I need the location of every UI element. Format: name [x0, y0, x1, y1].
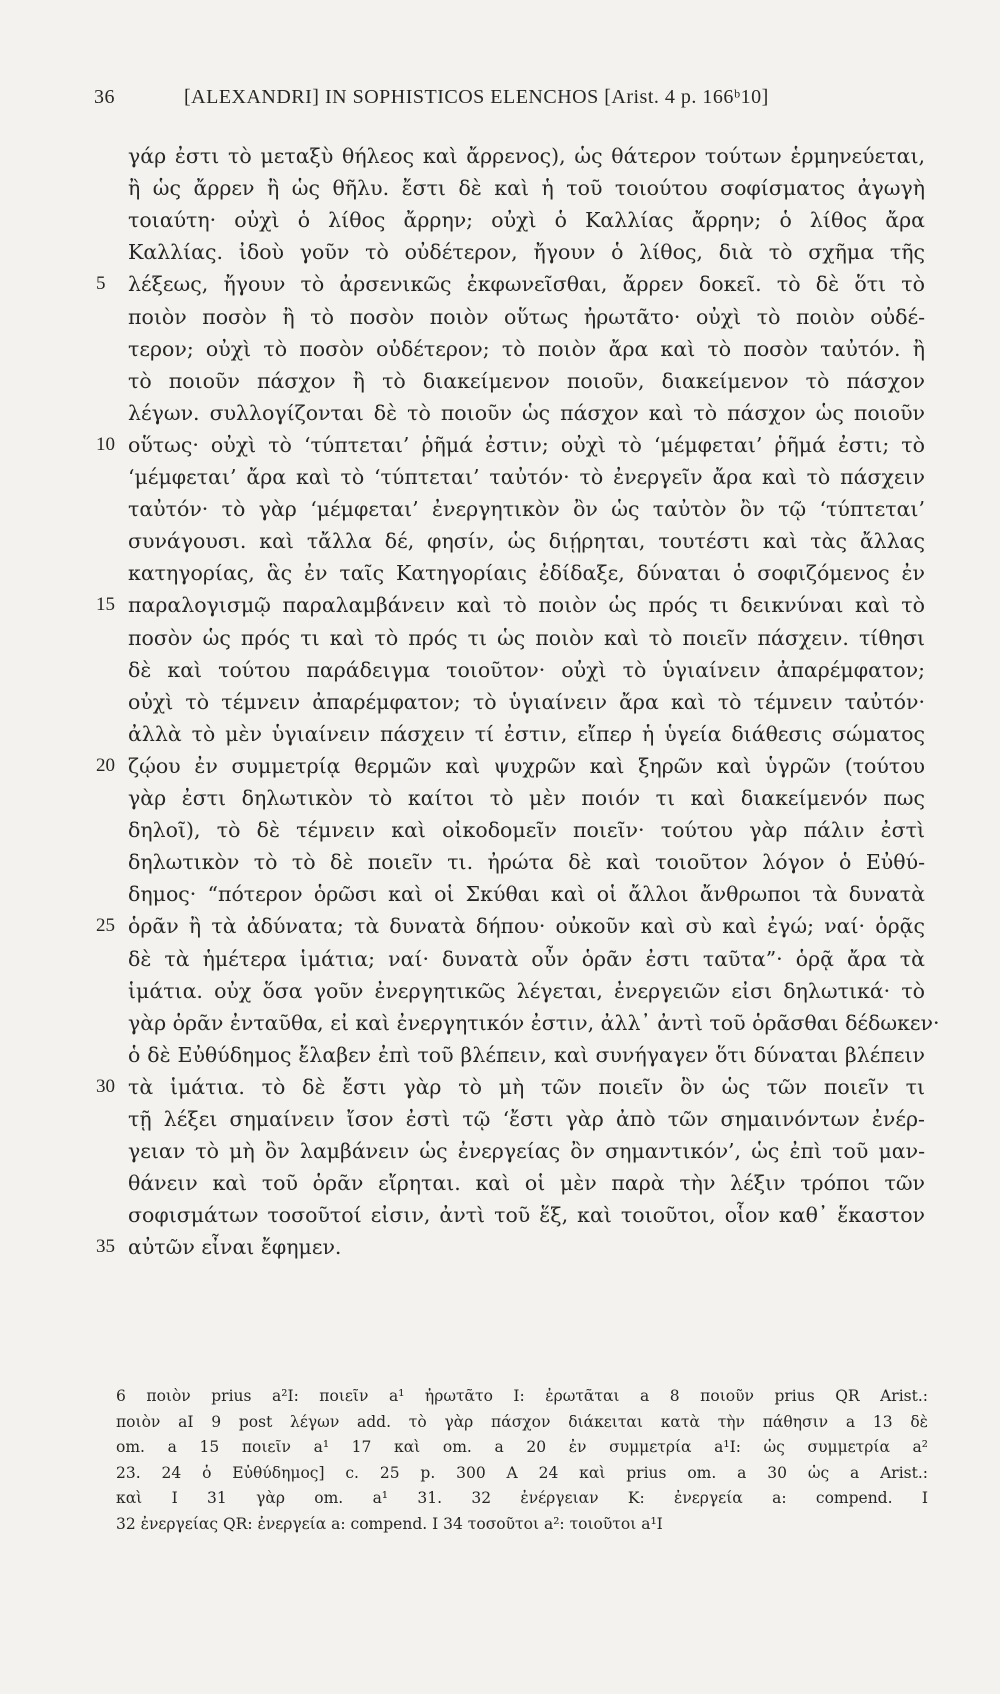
text-line: ἢ ὡς ἄρρεν ἢ ὡς θῆλυ. ἔστι δὲ καὶ ἡ τοῦ τοιούτου σοφίσματος ἀγωγὴ	[128, 176, 925, 201]
text-line: τὰ ἱμάτια. τὸ δὲ ἔστι γὰρ τὸ μὴ τῶν ποιεῖν ὂν ὡς τῶν ποιεῖν τι	[128, 1074, 925, 1099]
text-line: τερον; οὐχὶ τὸ ποσὸν οὐδέτερον; τὸ ποιὸν ἄρα καὶ τὸ ποσὸν ταὐτόν. ἢ	[128, 336, 925, 361]
text-line: ‘μέμφεται’ ἄρα καὶ τὸ ‘τύπτεται’ ταὐτόν· τὸ ἐνεργεῖν ἄρα καὶ τὸ πάσχειν	[128, 465, 925, 489]
text-line: ἀλλὰ τὸ μὲν ὑγιαίνειν πάσχειν τί ἐστιν, εἴπερ ἡ ὑγεία διάθεσις σώματος	[128, 721, 925, 746]
text-line: λέγων. συλλογίζονται δὲ τὸ ποιοῦν ὡς πάσχον καὶ τὸ πάσχον ὡς ποιοῦν	[128, 400, 925, 425]
line-number: 35	[96, 1236, 115, 1258]
page-number: 36	[94, 86, 115, 108]
text-line: γὰρ ὁρᾶν ἐνταῦθα, εἰ καὶ ἐνεργητικόν ἐστιν, ἀλλ᾿ ἀντὶ τοῦ ὁρᾶσθαι δέδωκεν·	[128, 1010, 940, 1035]
text-line: οὕτως· οὐχὶ τὸ ‘τύπτεται’ ῥῆμά ἐστιν; οὐχὶ τὸ ‘μέμφεται’ ῥῆμά ἐστι; τὸ	[128, 432, 925, 457]
apparatus-line: ποιὸν aI 9 post λέγων add. τὸ γὰρ πάσχον διάκειται κατὰ τὴν πάθησιν a 13 δὲ	[116, 1412, 928, 1431]
text-line: γάρ ἐστι τὸ μεταξὺ θήλεος καὶ ἄρρενος), ὡς θάτερον τούτων ἑρμηνεύεται,	[128, 144, 925, 168]
text-line: οὐχὶ τὸ τέμνειν ἀπαρέμφατον; τὸ ὑγιαίνειν ἄρα καὶ τὸ τέμνειν ταὐτόν·	[128, 689, 925, 714]
text-line: ποιὸν ποσὸν ἢ τὸ ποσὸν ποιὸν οὕτως ἠρωτᾶτο· οὐχὶ τὸ ποιὸν οὐδέ-	[128, 304, 925, 329]
line-number: 25	[96, 915, 115, 937]
text-line: γειαν τὸ μὴ ὂν λαμβάνειν ὡς ἐνεργείας ὂν σημαντικόν’, ὡς ἐπὶ τοῦ μαν-	[128, 1139, 925, 1164]
running-title: [ALEXANDRI] IN SOPHISTICOS ELENCHOS [Arist. 4 p. 166ᵇ10]	[184, 86, 769, 108]
text-line: θάνειν καὶ τοῦ ὁρᾶν εἴρηται. καὶ οἱ μὲν παρὰ τὴν λέξιν τρόποι τῶν	[128, 1171, 925, 1196]
text-line: δημος· “πότερον ὁρῶσι καὶ οἱ Σκύθαι καὶ οἱ ἄλλοι ἄνθρωποι τὰ δυνατὰ	[128, 882, 925, 907]
text-line: δηλωτικὸν τὸ τὸ δὲ ποιεῖν τι. ἠρώτα δὲ καὶ τοιοῦτον λόγον ὁ Εὐθύ-	[128, 850, 925, 875]
apparatus-line: 6 ποιὸν prius a²I: ποιεῖν a¹ ἠρωτᾶτο I: ἐρωτᾶται a 8 ποιοῦν prius QR Arist.:	[116, 1387, 928, 1405]
text-line: δηλοῖ), τὸ δὲ τέμνειν καὶ οἰκοδομεῖν ποιεῖν· τούτου γὰρ πάλιν ἐστὶ	[128, 818, 925, 843]
text-line: συνάγουσι. καὶ τἄλλα δέ, φησίν, ὡς διῄρηται, τουτέστι καὶ τὰς ἄλλας	[128, 529, 925, 554]
text-line: γὰρ ἐστι δηλωτικὸν τὸ καίτοι τὸ μὲν ποιόν τι καὶ διακείμενόν πως	[128, 786, 925, 810]
text-line: αὐτῶν εἶναι ἔφημεν.	[128, 1235, 342, 1260]
apparatus-line: 23. 24 ὁ Εὐθύδημος] c. 25 p. 300 A 24 καὶ prius om. a 30 ὡς a Arist.:	[116, 1463, 928, 1482]
apparatus-line: καὶ I 31 γὰρ om. a¹ 31. 32 ἐνέργειαν K: ἐνεργεία a: compend. I	[116, 1489, 928, 1507]
text-line: παραλογισμῷ παραλαμβάνειν καὶ τὸ ποιὸν ὡς πρός τι δεικνύναι καὶ τὸ	[128, 593, 925, 618]
text-line: ὁρᾶν ἢ τὰ ἀδύνατα; τὰ δυνατὰ δήπου· οὐκοῦν καὶ σὺ καὶ ἐγώ; ναί· ὁρᾷς	[128, 914, 925, 939]
apparatus-line: 32 ἐνεργείας QR: ἐνεργεία a: compend. I 34 τοσοῦτοι a²: τοιοῦτοι a¹I	[116, 1514, 663, 1533]
line-number: 5	[96, 273, 106, 295]
text-line: ζῴου ἐν συμμετρίᾳ θερμῶν καὶ ψυχρῶν καὶ ξηρῶν καὶ ὑγρῶν (τούτου	[128, 753, 925, 778]
line-number: 15	[96, 594, 115, 616]
text-line: τῇ λέξει σημαίνειν ἴσον ἐστὶ τῷ ‘ἔστι γὰρ ἀπὸ τῶν σημαινόντων ἐνέρ-	[128, 1107, 925, 1131]
text-line: δὲ καὶ τούτου παράδειγμα τοιοῦτον· οὐχὶ τὸ ὑγιαίνειν ἀπαρέμφατον;	[128, 657, 925, 682]
text-line: λέξεως, ἤγουν τὸ ἀρσενικῶς ἐκφωνεῖσθαι, ἄρρεν δοκεῖ. τὸ δὲ ὅτι τὸ	[128, 272, 925, 297]
apparatus-line: om. a 15 ποιεῖν a¹ 17 καὶ om. a 20 ἐν συμμετρία a¹I: ὡς συμμετρία a²	[116, 1438, 928, 1456]
text-line: δὲ τὰ ἡμέτερα ἱμάτια; ναί· δυνατὰ οὖν ὁρᾶν ἐστι ταῦτα”· ὁρᾷ ἄρα τὰ	[128, 946, 925, 971]
text-line: ὁ δὲ Εὐθύδημος ἔλαβεν ἐπὶ τοῦ βλέπειν, καὶ συνήγαγεν ὅτι δύναται βλέπειν	[128, 1042, 925, 1067]
text-line: ποσὸν ὡς πρός τι καὶ τὸ πρός τι ὡς ποιὸν καὶ τὸ ποιεῖν πάσχειν. τίθησι	[128, 625, 925, 650]
text-line: ἱμάτια. οὐχ ὅσα γοῦν ἐνεργητικῶς λέγεται, ἐνεργειῶν εἰσι δηλωτικά· τὸ	[128, 978, 925, 1003]
text-line: ταὐτόν· τὸ γὰρ ‘μέμφεται’ ἐνεργητικὸν ὂν ὡς ταὐτὸν ὂν τῷ ‘τύπτεται’	[128, 497, 925, 522]
text-line: κατηγορίας, ἃς ἐν ταῖς Κατηγορίαις ἐδίδαξε, δύναται ὁ σοφιζόμενος ἐν	[128, 561, 925, 586]
line-number: 30	[96, 1075, 115, 1097]
text-line: σοφισμάτων τοσοῦτοί εἰσιν, ἀντὶ τοῦ ἕξ, καὶ τοιοῦτοι, οἷον καθ᾿ ἕκαστον	[128, 1203, 925, 1228]
line-number: 10	[96, 433, 115, 455]
running-header	[94, 86, 894, 109]
text-line: τὸ ποιοῦν πάσχον ἢ τὸ διακείμενον ποιοῦν, διακείμενον τὸ πάσχον	[128, 368, 925, 393]
line-number: 20	[96, 754, 115, 776]
text-line: τοιαύτη· οὐχὶ ὁ λίθος ἄρρην; οὐχὶ ὁ Καλλίας ἄρρην; ὁ λίθος ἄρα	[128, 208, 925, 233]
text-line: Καλλίας. ἰδοὺ γοῦν τὸ οὐδέτερον, ἤγουν ὁ λίθος, διὰ τὸ σχῆμα τῆς	[128, 240, 925, 265]
